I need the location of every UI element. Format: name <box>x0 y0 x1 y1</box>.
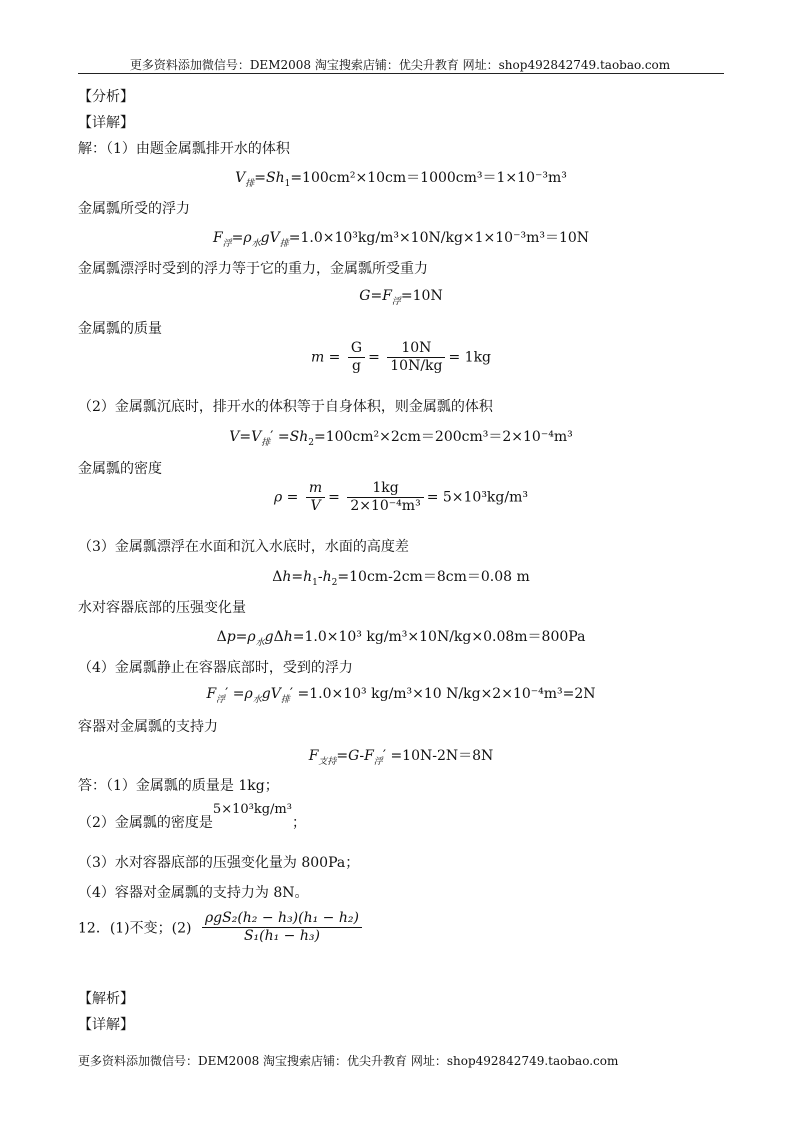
formula-volume: $V=V_排' =Sh_2=100cm^2\times 2cm=200cm^3=2\times 10^{-4}m^3$ <box>229 429 573 448</box>
page-header: 更多资料添加微信号：DEM2008 淘宝搜索店铺：优尖升教育 网址：shop492842749.taobao.com <box>129 58 671 72</box>
text-line-5: （2）金属瓢沉底时，排开水的体积等于自身体积，则金属瓢的体积 <box>78 399 493 415</box>
section-analysis-2: 【解析】 <box>78 991 134 1007</box>
text-line-6: 金属瓢的密度 <box>78 461 162 477</box>
formula-gravity: $G=F_浮=10N$ <box>359 288 443 307</box>
answer-1: 答：（1）金属瓢的质量是 1kg； <box>78 778 279 794</box>
answer-2: （2）金属瓢的密度是5×10³kg/m³； <box>78 802 306 831</box>
page-footer: 更多资料添加微信号：DEM2008 淘宝搜索店铺：优尖升教育 网址：shop492842749.taobao.com <box>78 1054 619 1068</box>
text-line-1: 解：（1）由题金属瓢排开水的体积 <box>78 141 290 157</box>
text-line-2: 金属瓢所受的浮力 <box>78 201 190 217</box>
section-detail: 【详解】 <box>78 115 134 131</box>
text-line-7: （3）金属瓢漂浮在水面和沉入水底时，水面的高度差 <box>78 539 409 555</box>
formula-pressure-change: $\Delta p=\rho_水g\Delta h=1.0\times 10^3$ kg/m³×10N/kg×0.08m＝800Pa <box>216 629 586 648</box>
formula-buoyancy: $F_浮=\rho_水gV_排=1.0\times 10^3kg/m^3\times 10N/kg\times 1\times 10^{-3}m^3=10N$ <box>212 230 590 249</box>
formula-height-diff: $\Delta h=h_1-h_2=10cm-2cm=8cm=0.08$ m <box>272 569 530 588</box>
formula-volume-displaced: $V_排=Sh_1=100cm^2\times 10cm=1000cm^3=1\times 10^{-3}m^3$ <box>235 170 567 189</box>
text-line-9: （4）金属瓢静止在容器底部时，受到的浮力 <box>78 660 353 676</box>
answer-3: （3）水对容器底部的压强变化量为 800Pa； <box>78 855 360 871</box>
text-line-10: 容器对金属瓢的支持力 <box>78 719 218 735</box>
formula-support-force: $F_{支持}=G-F_浮' =10N-2N=8N$ <box>308 748 494 767</box>
text-line-3: 金属瓢漂浮时受到的浮力等于它的重力，金属瓢所受重力 <box>78 261 428 277</box>
answer-4: （4）容器对金属瓢的支持力为 8N。 <box>78 885 309 901</box>
formula-buoyancy-2: $F_浮' =\rho_水gV_排' =1.0\times 10^3$ kg/m³×10 N/kg×2×10⁻⁴m³=2N <box>206 686 596 705</box>
header-rule <box>78 73 724 74</box>
formula-mass: m = $\frac{G}{g}$ = $\frac{10N}{10N/kg}$ = 1kg <box>310 340 492 374</box>
text-line-8: 水对容器底部的压强变化量 <box>78 600 246 616</box>
section-detail-2: 【详解】 <box>78 1017 134 1033</box>
section-analysis: 【分析】 <box>78 89 134 105</box>
text-line-4: 金属瓢的质量 <box>78 321 162 337</box>
formula-density: ρ = $\frac{m}{V}$ = $\frac{1kg}{\text{2×10⁻⁴m³}}$ = 5×10³kg/m³ <box>274 480 528 514</box>
question-12: 12．(1)不变；(2) $\frac{\text{ρgS₂(h₂ − h₃)(h₁ − h₂)}}{\text{S₁(h₁ − h₃)}}$ <box>78 910 365 945</box>
